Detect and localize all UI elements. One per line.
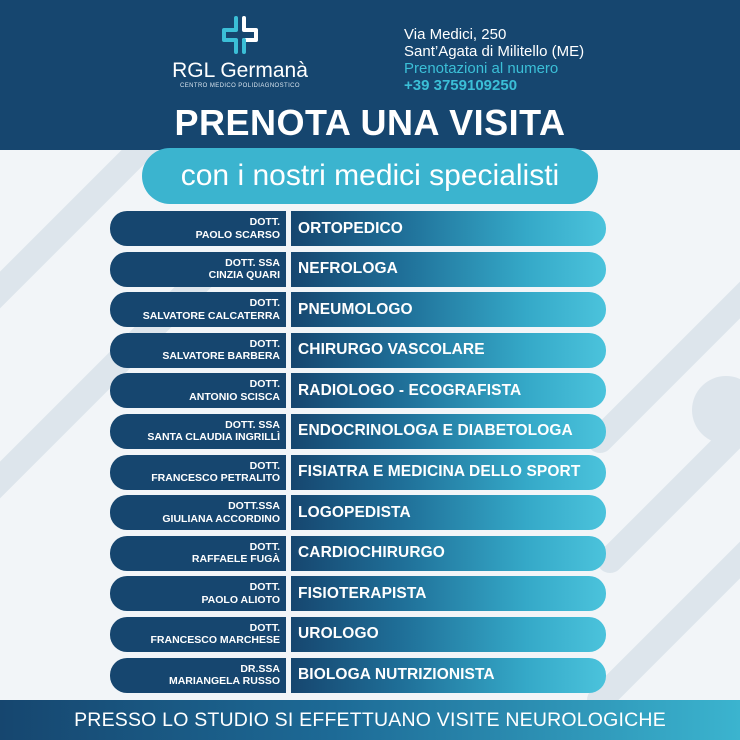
specialty-label: FISIOTERAPISTA	[298, 584, 427, 602]
specialty-box	[291, 455, 606, 490]
specialty-label: ORTOPEDICO	[298, 219, 403, 237]
specialty-box	[291, 658, 606, 693]
doctor-row	[110, 455, 606, 490]
doctor-row	[110, 333, 606, 368]
doctor-name-box	[110, 536, 286, 571]
footer-text: PRESSO LO STUDIO SI EFFETTUANO VISITE NEUROLOGICHE	[74, 708, 666, 731]
doctor-title: DOTT.	[249, 540, 280, 553]
doctor-title: DOTT.	[249, 581, 280, 594]
brand-logo	[170, 14, 310, 89]
specialty-box	[291, 211, 606, 246]
doctor-row	[110, 495, 606, 530]
doctor-title: DOTT.	[249, 297, 280, 310]
doctor-name-box	[110, 495, 286, 530]
doctor-name: SALVATORE CALCATERRA	[142, 309, 280, 322]
subtitle-text: con i nostri medici specialisti	[180, 159, 560, 192]
specialty-box	[291, 536, 606, 571]
specialty-label: CHIRURGO VASCOLARE	[298, 341, 485, 359]
doctor-name-box	[110, 617, 286, 652]
doctor-title: DOTT. SSA	[225, 256, 280, 269]
brand-tagline: CENTRO MEDICO POLIDIAGNOSTICO	[180, 83, 300, 89]
specialty-label: CARDIOCHIRURGO	[298, 544, 445, 562]
doctor-name: PAOLO ALIOTO	[201, 593, 280, 606]
specialty-label: UROLOGO	[298, 625, 379, 643]
doctor-name: SANTA CLAUDIA INGRILLÌ	[147, 431, 280, 444]
doctor-row	[110, 252, 606, 287]
doctor-name: FRANCESCO PETRALITO	[151, 472, 280, 485]
doctor-list	[110, 211, 606, 698]
specialty-label: RADIOLOGO - ECOGRAFISTA	[298, 381, 522, 399]
doctor-name: GIULIANA ACCORDINO	[162, 512, 280, 525]
specialty-box	[291, 576, 606, 611]
doctor-name: CINZIA QUARI	[208, 269, 280, 282]
specialty-label: NEFROLOGA	[298, 260, 398, 278]
doctor-name: RAFFAELE FUGÀ	[191, 553, 280, 566]
page-title: PRENOTA UNA VISITA	[174, 102, 566, 143]
specialty-box	[291, 333, 606, 368]
specialty-box	[291, 292, 606, 327]
doctor-name-box	[110, 333, 286, 368]
specialty-box	[291, 252, 606, 287]
doctor-name-box	[110, 455, 286, 490]
doctor-row	[110, 617, 606, 652]
specialty-label: ENDOCRINOLOGA E DIABETOLOGA	[298, 422, 573, 440]
doctor-title: DOTT.	[249, 337, 280, 350]
specialty-box	[291, 495, 606, 530]
doctor-title: DOTT. SSA	[225, 418, 280, 431]
doctor-row	[110, 292, 606, 327]
doctor-title: DOTT.SSA	[228, 500, 280, 513]
doctor-name-box	[110, 414, 286, 449]
doctor-title: DOTT.	[249, 216, 280, 228]
doctor-name-box	[110, 658, 286, 693]
specialty-box	[291, 414, 606, 449]
doctor-row	[110, 211, 606, 246]
logo-mark-icon	[218, 14, 262, 56]
specialty-label: LOGOPEDISTA	[298, 503, 411, 521]
contact-info	[404, 26, 584, 94]
doctor-name-box	[110, 373, 286, 408]
doctor-title: DOTT.	[249, 621, 280, 634]
doctor-name: FRANCESCO MARCHESE	[150, 634, 280, 647]
doctor-name: PAOLO SCARSO	[195, 228, 280, 241]
doctor-name-box	[110, 211, 286, 246]
doctor-title: DOTT.	[249, 378, 280, 391]
doctor-row	[110, 373, 606, 408]
brand-name: RGL Germanà	[172, 59, 308, 82]
doctor-name-box	[110, 292, 286, 327]
doctor-name-box	[110, 576, 286, 611]
specialty-label: BIOLOGA NUTRIZIONISTA	[298, 666, 495, 684]
doctor-name: MARIANGELA RUSSO	[168, 675, 280, 688]
specialty-box	[291, 373, 606, 408]
contact-street: Via Medici, 250	[404, 26, 507, 43]
subtitle-pill	[142, 148, 598, 204]
booking-label: Prenotazioni al numero	[404, 60, 559, 77]
doctor-name: ANTONIO SCISCA	[189, 390, 280, 403]
booking-phone: +39 3759109250	[404, 77, 518, 94]
specialty-box	[291, 617, 606, 652]
specialty-label: FISIATRA E MEDICINA DELLO SPORT	[298, 463, 581, 481]
doctor-title: DOTT.	[249, 459, 280, 472]
doctor-title: DR.SSA	[240, 662, 280, 675]
contact-city: Sant’Agata di Militello (ME)	[404, 43, 585, 60]
footer-banner	[0, 700, 740, 740]
doctor-row	[110, 658, 606, 693]
doctor-row	[110, 414, 606, 449]
doctor-row	[110, 536, 606, 571]
doctor-row	[110, 576, 606, 611]
doctor-name-box	[110, 252, 286, 287]
doctor-name: SALVATORE BARBERA	[162, 350, 280, 363]
specialty-label: PNEUMOLOGO	[298, 300, 413, 318]
